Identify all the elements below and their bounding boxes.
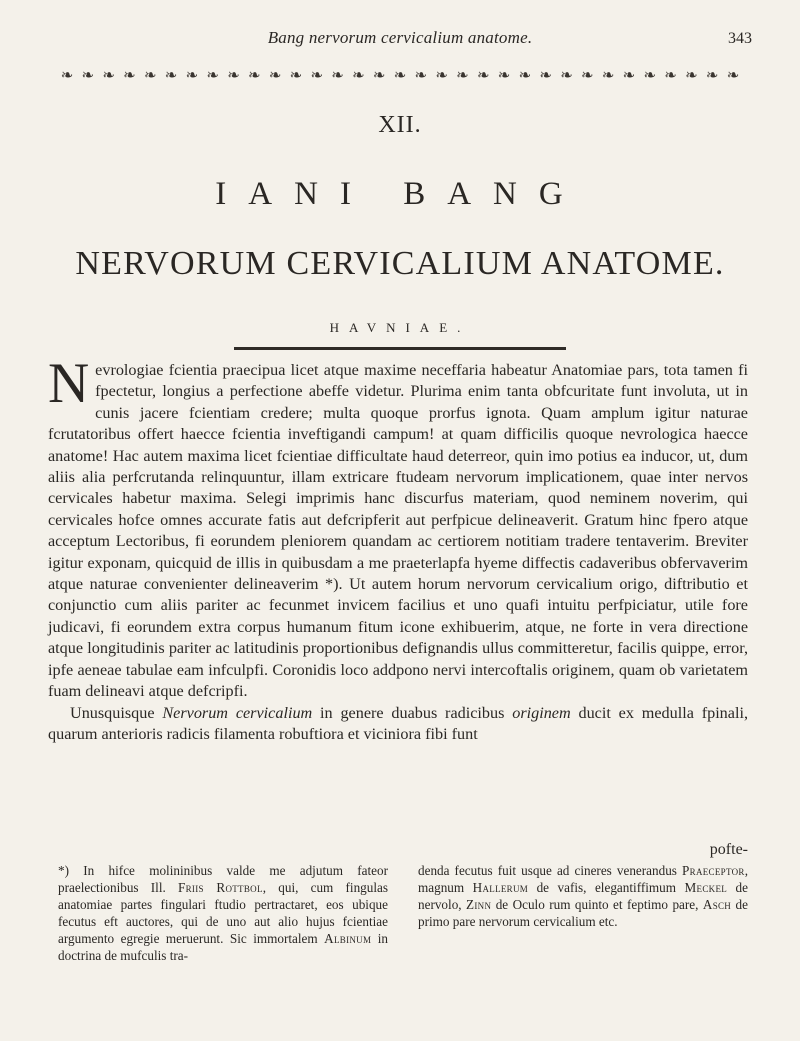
drop-cap: N <box>48 352 90 415</box>
footnote-right-text-6: de primo pare nervorum cervicalium etc. <box>418 897 748 929</box>
ornament-glyph-icon: ❧ <box>643 67 657 84</box>
ornament-glyph-icon: ❧ <box>705 67 719 84</box>
footnote-right-text-5: de Oculo rum quinto et feptimo pare, <box>491 897 703 912</box>
ornament-glyph-icon: ❧ <box>143 67 157 84</box>
ornament-glyph-icon: ❧ <box>435 67 448 84</box>
footnote-column-left <box>58 862 388 964</box>
ornament-glyph-icon: ❧ <box>581 67 594 84</box>
footnote-left-text-3: in doctrina de mufculis tra- <box>58 931 388 963</box>
ornament-glyph-icon: ❧ <box>81 67 95 84</box>
footnote-right-text-4: de nervolo, <box>418 880 748 912</box>
paragraph-1-text: evrologiae fcientia praecipua licet atque maxime neceffaria habeatur Anatomiae pars, tota tamen fi fpectetur, longius a perfectione abeffe videtur. Plurima enim tanta obfcuritate funt involuta, ut in cunis jacere fcientiam credere; multa quoque prorfus ignota. Quam amplum igitur naturae fcrutatoribus offert haecce fcientia inveftigandi campum! at quam difficilis quoque nevrologica haecce anatome! Hac autem maxima licet fcientiae difficultate haud deterreor, quin imo potius ea inducor, ut, dum aliis alia perfcrutanda relinquuntur, illam extricare ftudeam nervorum implicationem, quae inter nervos cervicales habetur maxima. Selegi imprimis hanc discurfus materiam, quod neminem noverim, qui cervicales hofce omnes accurate fatis aut defcripferit aut perfpicue delineaverit. Gratum hinc fpero atque acceptum Lectoribus, fi eorundem pleniorem quandam ac certiorem notitiam tradere tentaverim. Breviter igitur exponam, quicquid de illis in quibusdam a me praeterlapfa hyeme diffectis cadaveribus obfervaverim atque naturae convenienter delineaverim *). Ut autem horum nervorum cervicalium origo, diftributio et conjunctio cum aliis pariter ac fecunmet invicem facilius et uno quafi intuitu perfpiciatur, utile fore judicavi, fi eorundem extra corpus humanum fitum icone exhibuerim, atque, ne forte in vera directione atque longitudinis pariter ac latitudinis proportionibus defignandis ullus committeretur, facilis quippe, error, ipfe aeneae tabulae eam infculpfi. Coronidis loco addpono nervi intercoftalis originem, quam ob varietatem fuam delineavi atque defcripfi. <box>48 361 748 701</box>
author-name: IANI BANG <box>215 176 585 212</box>
ornament-border <box>58 64 742 86</box>
main-title: NERVORUM CERVICALIUM ANATOME. <box>75 245 725 282</box>
ornament-glyph-icon: ❧ <box>164 67 178 84</box>
title-rule <box>234 347 566 350</box>
ornament-glyph-icon: ❧ <box>227 67 240 84</box>
catchword: pofte- <box>709 841 748 858</box>
ornament-glyph-icon: ❧ <box>622 67 636 84</box>
paragraph-1 <box>48 352 748 703</box>
ornament-glyph-icon: ❧ <box>518 67 532 84</box>
ornament-glyph-icon: ❧ <box>726 67 740 84</box>
footnote-name-zinn: Zinn <box>466 897 492 912</box>
ornament-glyph-icon: ❧ <box>372 67 386 84</box>
ornament-glyph-icon: ❧ <box>185 67 199 84</box>
ornament-glyph-icon: ❧ <box>476 67 490 84</box>
footnote-name-rottbol: Friis Rottbol <box>178 880 263 895</box>
footnote-name-praeceptor: Praeceptor <box>682 863 745 878</box>
running-head <box>0 28 800 52</box>
running-title: Bang nervorum cervicalium anatome. <box>267 28 533 47</box>
footnote-right-text-2: , magnum <box>418 863 748 895</box>
footnotes <box>58 862 748 964</box>
ornament-glyph-icon: ❧ <box>497 67 511 84</box>
footnote-right-text-1: denda fecutus fuit usque ad cineres venerandus <box>418 863 683 878</box>
ornament-glyph-icon: ❧ <box>310 67 324 84</box>
ornament-glyph-icon: ❧ <box>289 67 303 84</box>
ornament-glyph-icon: ❧ <box>456 67 469 84</box>
footnote-name-hallerum: Hallerum <box>472 880 529 895</box>
ornament-glyph-icon: ❧ <box>248 67 261 84</box>
ornament-glyph-icon: ❧ <box>601 67 615 84</box>
footnote-name-asch: Asch <box>702 897 732 912</box>
ornament-glyph-icon: ❧ <box>560 67 573 84</box>
ornament-glyph-icon: ❧ <box>268 67 282 84</box>
paragraph-2-mid: in genere duabus radicibus <box>312 703 513 722</box>
footnote-right <box>418 862 748 930</box>
footnote-name-albinum: Albinum <box>324 931 372 946</box>
ornament-glyph-icon: ❧ <box>664 67 677 84</box>
paragraph-2 <box>48 703 748 746</box>
ornament-glyph-icon: ❧ <box>331 67 344 84</box>
footnote-left-text-1: *) In hifce molininibus valde me adjutum fateor praelectionibus Ill. <box>58 863 388 895</box>
section-number: XII. <box>378 112 422 138</box>
paragraph-2-italic-2: originem <box>512 703 571 722</box>
footnote-column-right <box>418 862 748 964</box>
paragraph-2-start: Unusquisque <box>70 703 163 722</box>
ornament-glyph-icon: ❧ <box>393 67 407 84</box>
ornament-glyph-icon: ❧ <box>102 67 115 84</box>
footnote-left <box>58 862 388 964</box>
ornament-glyph-icon: ❧ <box>60 67 74 84</box>
footnote-left-text-2: , qui, cum fingulas anatomiae partes fingulari ftudio pertractaret, eos ubique fecutus eft auctores, qui de uno aut alio hujus fcientiae argumento egregie meruerunt. Sic immortalem <box>58 880 389 946</box>
page-number: 343 <box>728 30 752 47</box>
ornament-glyph-icon: ❧ <box>352 67 365 84</box>
paragraph-2-end: ducit ex medulla fpinali, quarum anterioris radicis filamenta robuftiora et viciniora fibi funt <box>48 703 749 743</box>
footnote-name-meckel: Meckel <box>684 880 728 895</box>
paragraph-2-italic-1: Nervorum cervicalium <box>162 703 313 722</box>
body-text <box>48 352 749 745</box>
ornament-glyph-icon: ❧ <box>123 67 136 84</box>
ornament-glyph-icon: ❧ <box>414 67 428 84</box>
ornament-glyph-icon: ❧ <box>685 67 698 84</box>
ornament-glyph-icon: ❧ <box>206 67 219 84</box>
place-of-publication: HAVNIAE. <box>329 320 471 335</box>
ornament-glyph-icon: ❧ <box>539 67 552 84</box>
footnote-right-text-3: de vafis, elegantiffimum <box>528 880 685 895</box>
